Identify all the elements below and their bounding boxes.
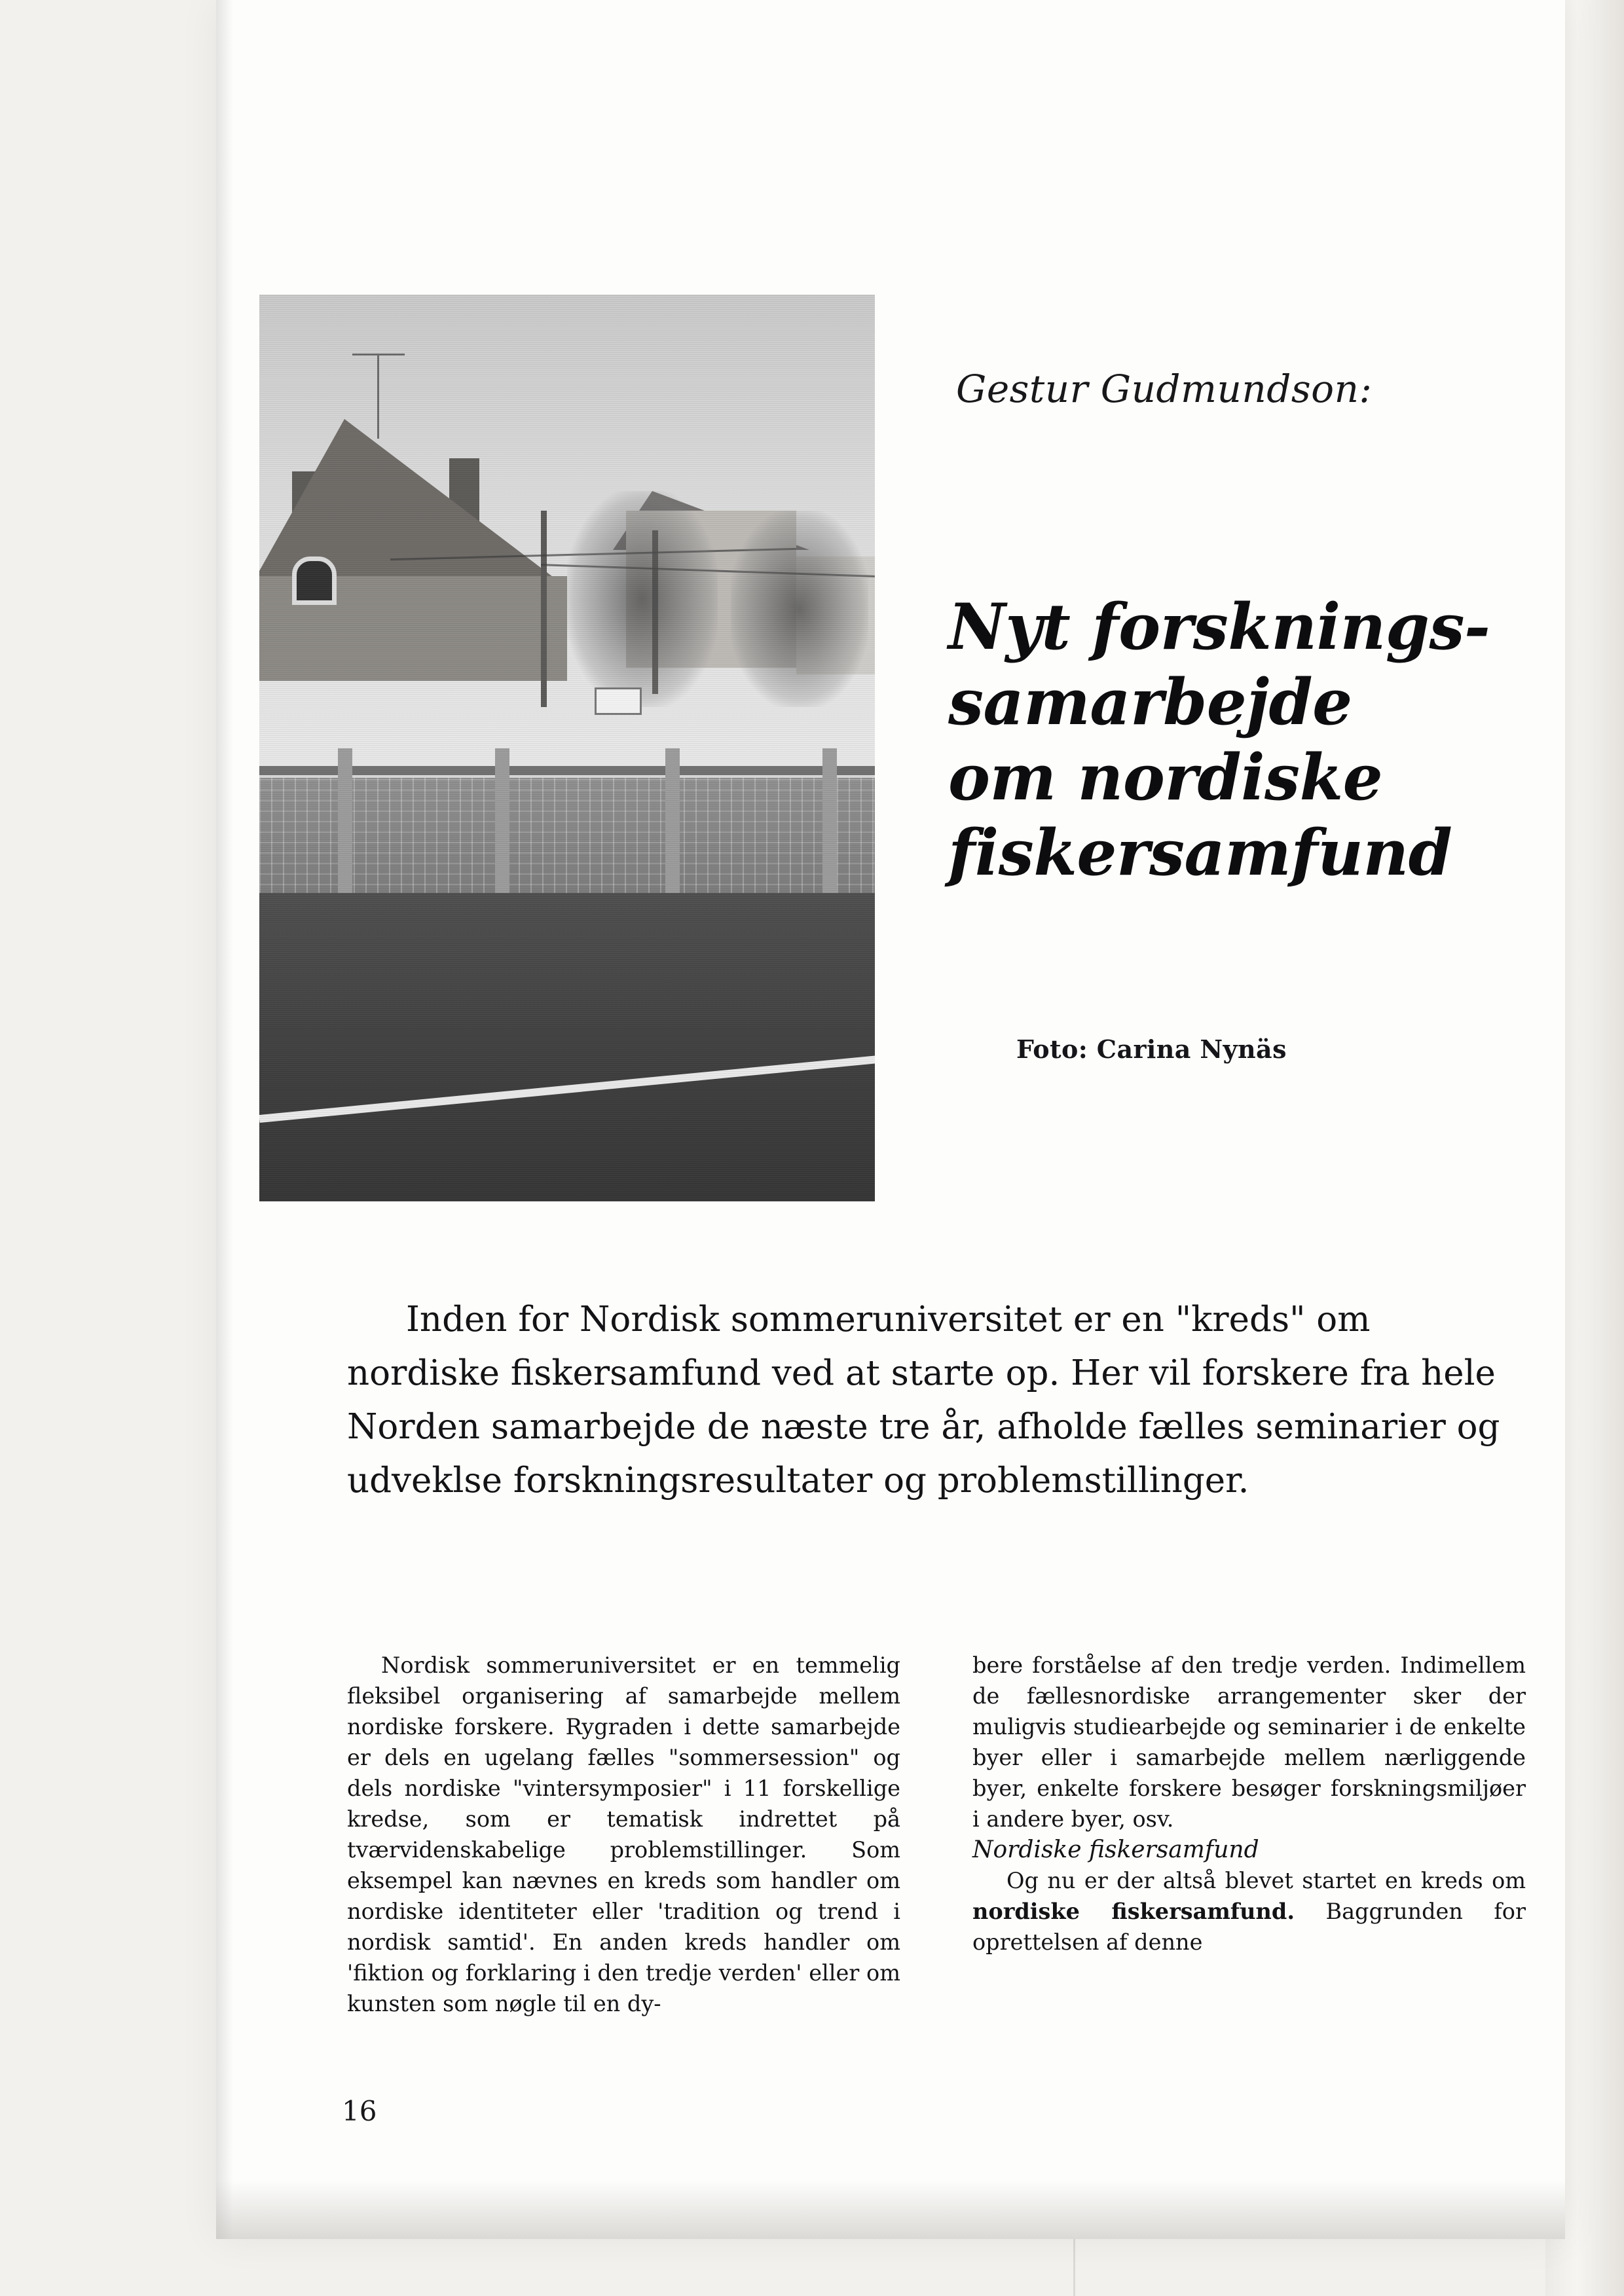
left-paragraph-1-text: Nordisk sommeruniversitet er en temmelig fleksibel organisering af samarbejde mellem nordiske forskere. Rygraden i dette samarbejde er dels en ugelang fælles "sommersession" og dels nordiske "vintersymposier" i 11 forskellige kredse, som er tematisk indrettet på tværvidenskabelige problemstillinger. Som eksempel kan nævnes en kreds som handler om nordiske identiteter eller 'tradition og trend i nordisk samtid'. En anden kreds handler om 'fiktion og forklaring i den tredje verden' eller om kunsten som nøgle til en dy- xyxy=(347,1652,900,2016)
photo-utility-pole xyxy=(541,511,547,707)
photo-road-sign xyxy=(595,687,642,715)
headline-line-2: samarbejde xyxy=(948,665,1352,739)
right-paragraph-2-part2: Baggrunden for oprettelsen af denne xyxy=(972,1899,1526,1955)
photo-road-marking xyxy=(259,1050,875,1123)
page-inner-shadow xyxy=(216,0,233,2239)
headline-line-1: Nyt forsknings- xyxy=(948,590,1490,664)
headline-line-4: fiskersamfund xyxy=(948,816,1452,890)
photo-fence-post-1 xyxy=(338,748,352,902)
photo-tree-2 xyxy=(731,511,868,707)
photo-dormer-window xyxy=(292,556,337,605)
photo-fence-post-3 xyxy=(665,748,680,902)
author-byline: Gestur Gudmundson: xyxy=(956,367,1373,411)
photo-credit: Foto: Carina Nynäs xyxy=(1016,1034,1287,1064)
column-left xyxy=(347,1650,900,2019)
photo-tree-1 xyxy=(567,491,718,707)
article-photo xyxy=(259,295,875,1201)
column-right xyxy=(972,1650,1526,2019)
photo-fence-post-4 xyxy=(822,748,837,902)
left-paragraph-1 xyxy=(347,1650,900,2019)
right-paragraph-1: bere forståelse af den tredje verden. Indimellem de fællesnordiske arrangementer sker der muligvis studiearbejde og seminarier i de enkelte byer eller i samarbejde mellem nærliggende byer, enkelte forskere besøger forskningsmiljøer i andere byer, osv. xyxy=(972,1652,1526,1832)
article-body xyxy=(347,1650,1526,2019)
lede-text: Inden for Nordisk sommeruniversitet er en "kreds" om nordiske fiskersamfund ved at starte op. Her vil forskere fra hele Norden samarbejde de næste tre år, afholde fælles seminarier og udveklse forskningsresultater og problemstillinger. xyxy=(347,1300,1500,1501)
article-lede xyxy=(347,1293,1519,1508)
photo-fence-post-2 xyxy=(495,748,509,902)
page-number: 16 xyxy=(342,2095,377,2127)
right-paragraph-2-part1: Og nu er der altså blevet startet en kreds om xyxy=(1006,1868,1526,1893)
page-title xyxy=(948,589,1538,890)
section-subhead: Nordiske fiskersamfund xyxy=(972,1836,1259,1863)
magazine-page xyxy=(216,0,1565,2239)
right-paragraph-2 xyxy=(972,1865,1526,1958)
photo-road xyxy=(259,893,875,1201)
headline-line-3: om nordiske xyxy=(948,740,1383,814)
right-paragraph-2-bold: nordiske fiskersamfund. xyxy=(972,1899,1295,1924)
page-bottom-shadow xyxy=(216,2180,1565,2239)
